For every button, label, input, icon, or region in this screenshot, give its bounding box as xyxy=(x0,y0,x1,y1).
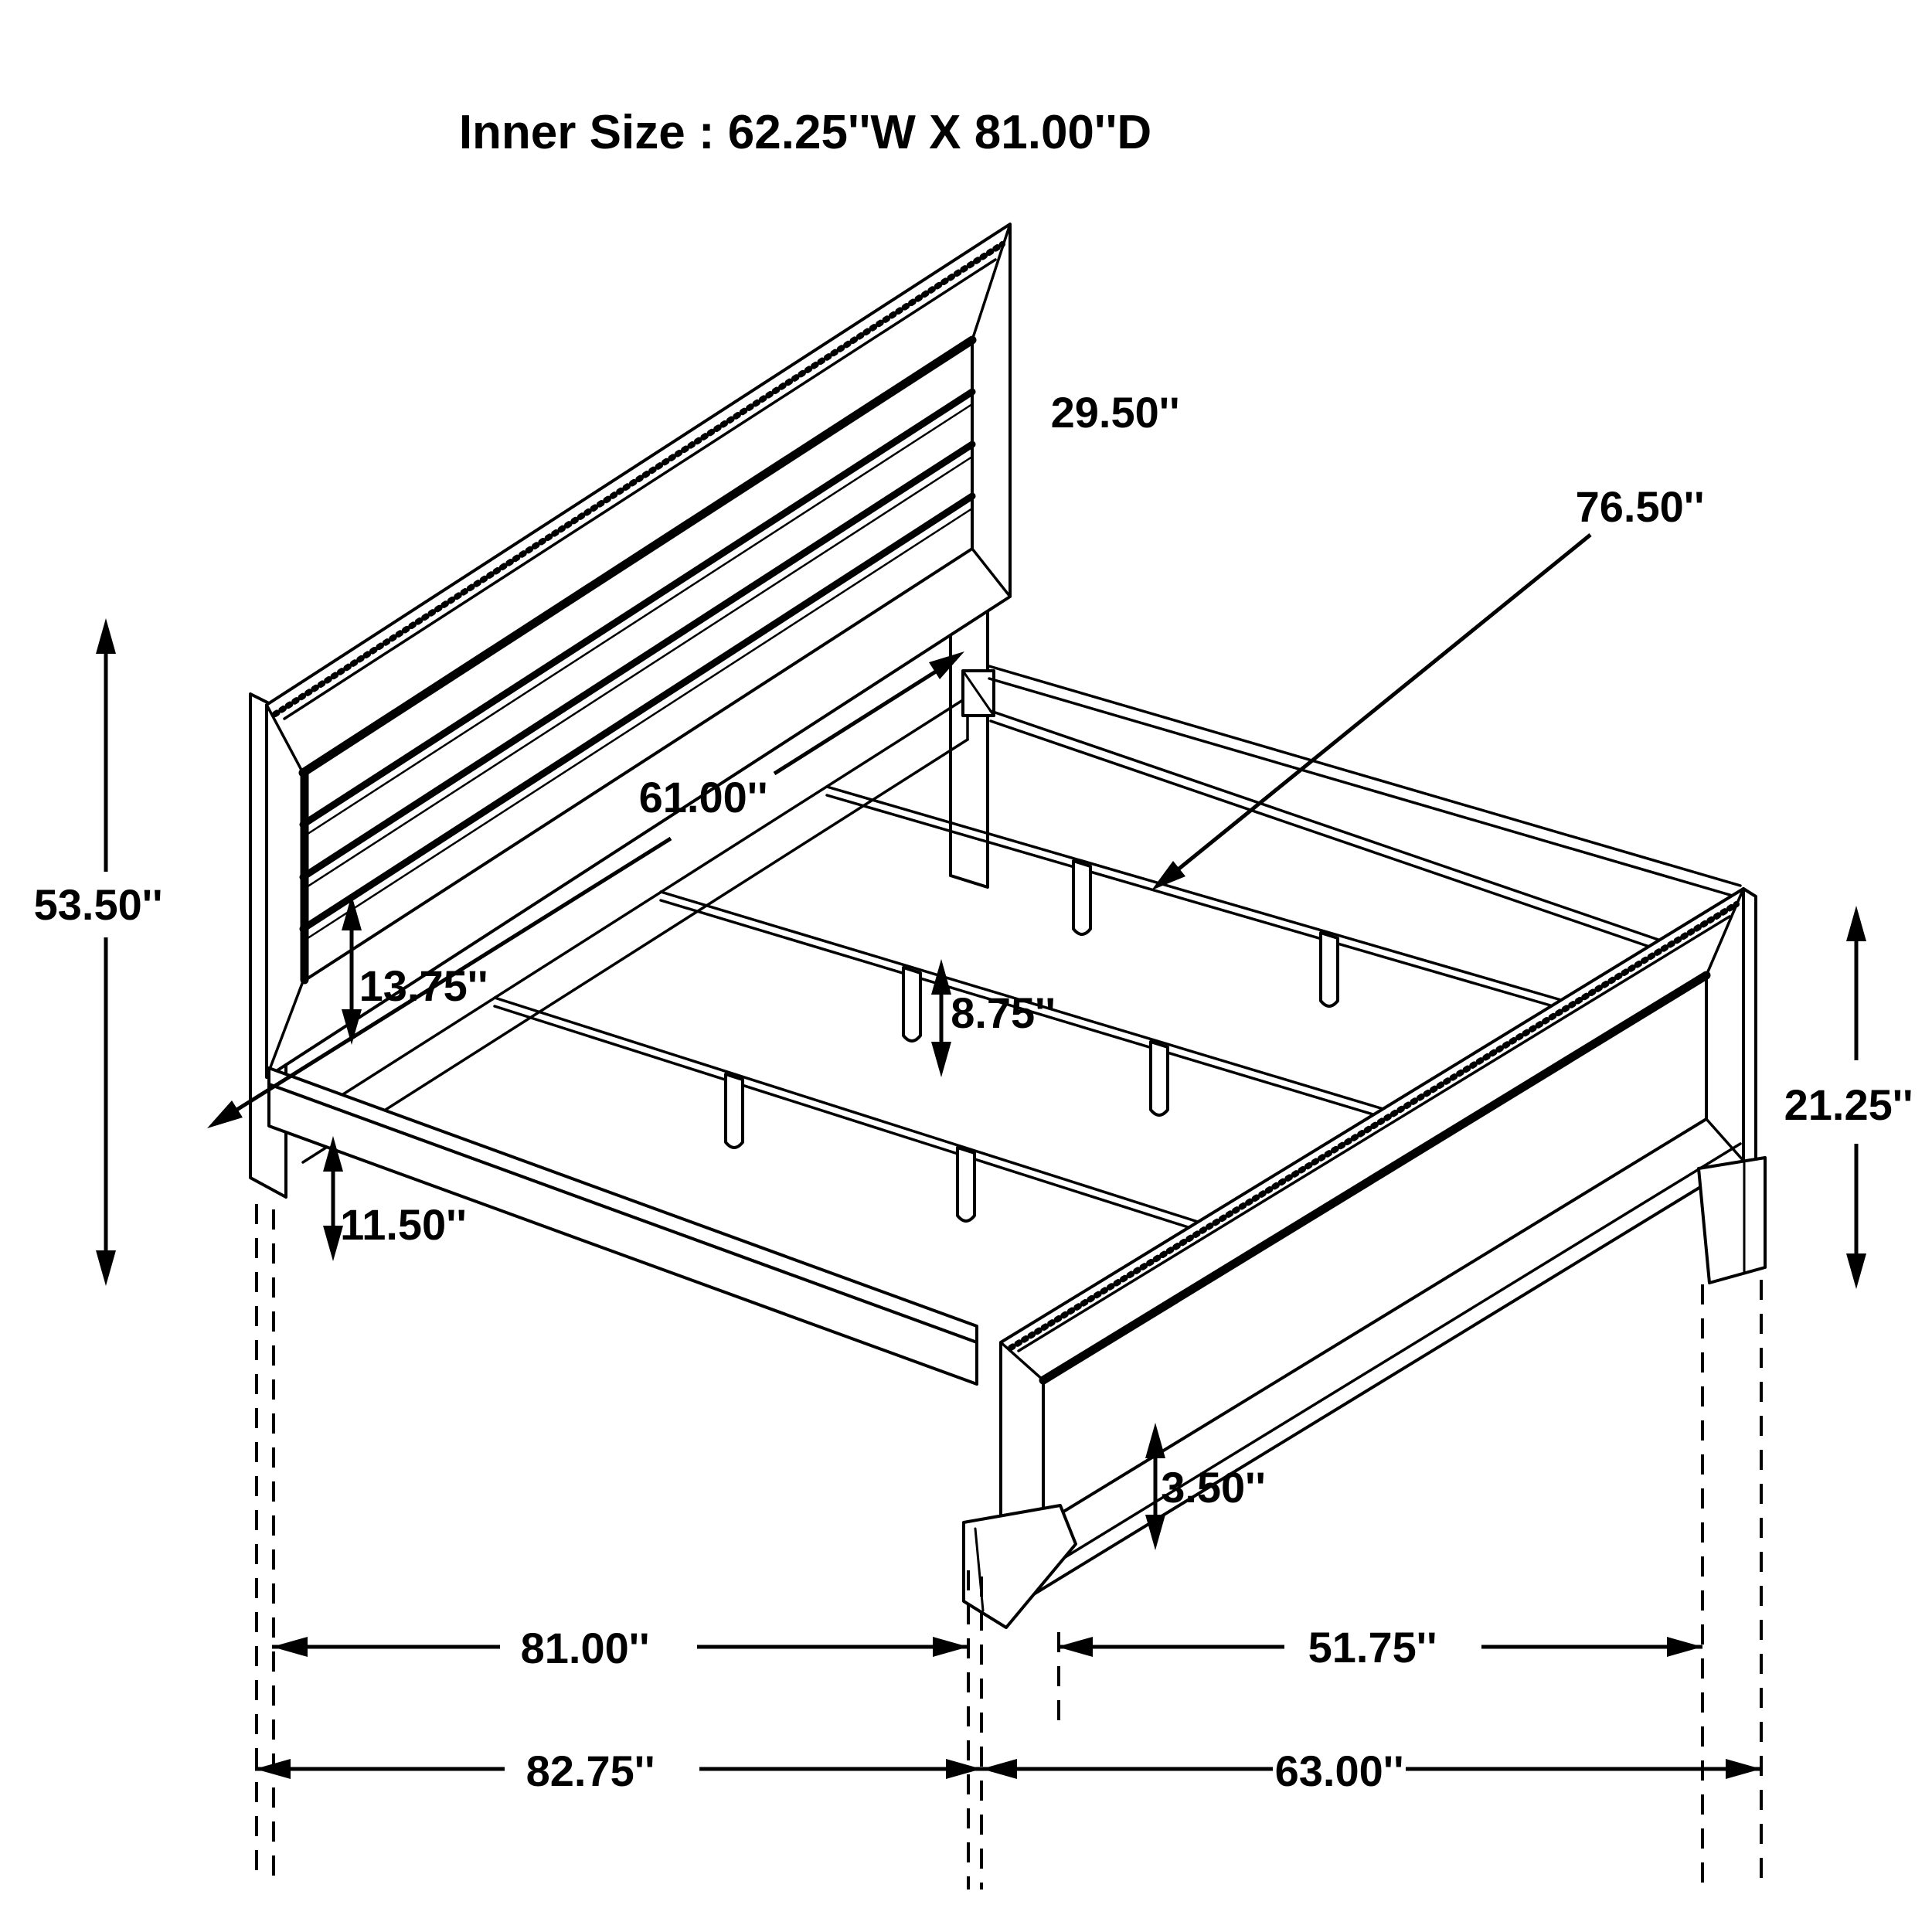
dim-label-81-00: 81.00'' xyxy=(520,1624,650,1672)
dim-slat-leg-height xyxy=(931,959,1056,1077)
slat-leg xyxy=(1073,861,1090,934)
dim-frame-inner-depth xyxy=(272,1624,968,1672)
dim-headboard-total-height xyxy=(34,618,163,1286)
dim-label-29-50: 29.50'' xyxy=(1050,388,1180,437)
dim-footboard-outer-width xyxy=(981,1747,1761,1795)
dim-label-63-00: 63.00'' xyxy=(1274,1747,1404,1795)
dim-label-3-50: 3.50'' xyxy=(1161,1463,1266,1512)
dim-label-51-75: 51.75'' xyxy=(1308,1623,1437,1672)
dim-label-53-50: 53.50'' xyxy=(33,880,163,929)
footboard-right-cap xyxy=(1743,889,1756,1168)
slat-leg xyxy=(1151,1042,1168,1115)
footboard-left-foot xyxy=(964,1505,1076,1628)
diagram-title: Inner Size : 62.25''W X 81.00''D xyxy=(458,106,1152,159)
right-side-rail xyxy=(989,666,1740,968)
slat-leg xyxy=(903,968,920,1041)
headboard xyxy=(250,224,1010,1197)
dim-label-21-25: 21.25'' xyxy=(1784,1080,1913,1129)
footboard xyxy=(964,889,1765,1628)
dim-slat-length xyxy=(1151,482,1704,890)
slat-leg xyxy=(957,1148,975,1221)
dim-footboard-inner-width xyxy=(1057,1623,1702,1672)
dim-frame-outer-depth xyxy=(255,1747,981,1795)
dim-label-8-75: 8.75'' xyxy=(951,988,1056,1037)
dim-label-11-50: 11.50'' xyxy=(340,1200,467,1249)
footboard-inner-panel xyxy=(1043,975,1706,1524)
slat-leg xyxy=(1321,933,1338,1006)
headboard-right-post xyxy=(951,611,988,887)
dim-label-61-00: 61.00'' xyxy=(638,773,768,821)
slat-leg xyxy=(726,1074,743,1148)
footboard-right-foot xyxy=(1699,1158,1765,1283)
dim-footboard-height xyxy=(1784,906,1913,1289)
dim-label-82-75: 82.75'' xyxy=(526,1747,655,1795)
dim-label-76-50: 76.50'' xyxy=(1575,482,1705,531)
dim-label-13-75: 13.75'' xyxy=(359,961,488,1010)
